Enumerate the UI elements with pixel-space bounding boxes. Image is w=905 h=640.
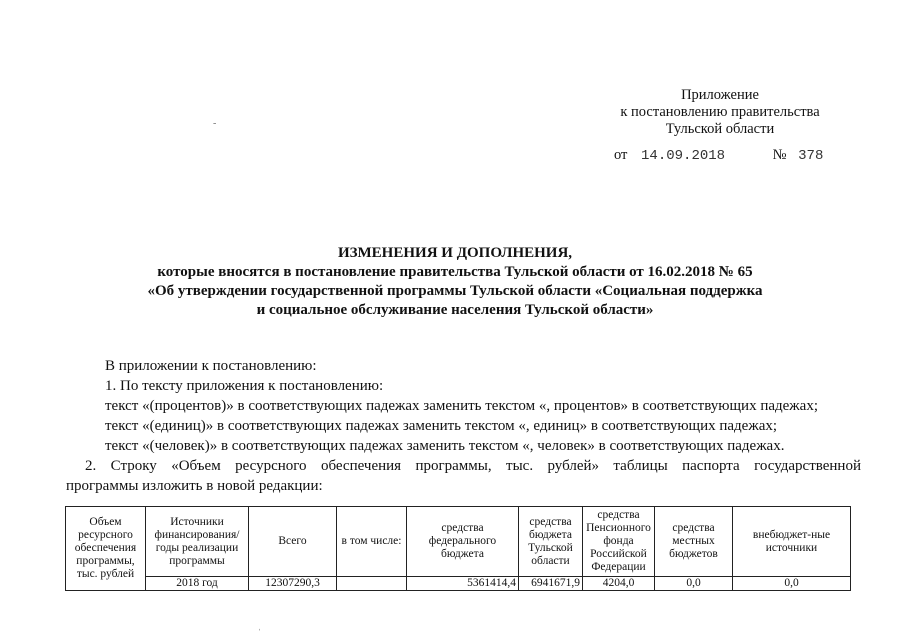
paragraph: 2. Строку «Объем ресурсного обеспечения программы, тыс. рублей» таблицы паспорта государственной xyxy=(85,458,861,474)
table-cell: 12307290,3 xyxy=(249,577,337,591)
header-cell: Источники финансирования/ годы реализации программы xyxy=(146,507,249,577)
table-cell: 0,0 xyxy=(733,577,851,591)
appendix-line: к постановлению правительства xyxy=(620,104,820,120)
table-cell: 2018 год xyxy=(146,577,249,591)
paragraph: текст «(процентов)» в соответствующих падежах заменить текстом «, процентов» в соответствующих падежах; xyxy=(105,398,818,414)
table-header-row xyxy=(66,507,851,577)
paragraph: 1. По тексту приложения к постановлению: xyxy=(105,378,384,394)
table-cell: 5361414,4 xyxy=(407,577,519,591)
header-cell: средства бюджета Тульской области xyxy=(519,507,583,577)
resource-table xyxy=(65,506,851,591)
header-cell: в том числе: xyxy=(337,507,407,577)
table-cell xyxy=(337,577,407,591)
table-cell: 4204,0 xyxy=(583,577,655,591)
paragraph: В приложении к постановлению: xyxy=(105,358,317,374)
date-from-label: от xyxy=(614,147,628,163)
table-row xyxy=(66,577,851,591)
appendix-line: Приложение xyxy=(681,87,759,103)
paragraph: программы изложить в новой редакции: xyxy=(66,478,323,494)
row-header-cell: Объем ресурсного обеспечения программы, тыс. рублей xyxy=(66,507,146,591)
resolution-number: 378 xyxy=(798,148,824,164)
scan-speck: ˌ xyxy=(258,620,262,631)
resolution-date: 14.09.2018 xyxy=(641,148,726,164)
header-cell: средства федерального бюджета xyxy=(407,507,519,577)
header-cell: Всего xyxy=(249,507,337,577)
title-line: «Об утверждении государственной программы Тульской области «Социальная поддержка xyxy=(147,283,763,299)
title-line: которые вносятся в постановление правительства Тульской области от 16.02.2018 № 65 xyxy=(157,264,753,280)
document-title xyxy=(60,244,850,320)
paragraph: текст «(человек)» в соответствующих падежах заменить текстом «, человек» в соответствующих падежах. xyxy=(105,438,785,454)
resolution-date-line xyxy=(614,147,823,164)
title-line: и социальное обслуживание населения Тульской области» xyxy=(256,302,654,318)
header-cell: внебюджет-ные источники xyxy=(733,507,851,577)
title-line: ИЗМЕНЕНИЯ И ДОПОЛНЕНИЯ, xyxy=(337,245,573,261)
number-label: № xyxy=(772,147,787,163)
paragraph: текст «(единиц)» в соответствующих падежах заменить текстом «, единиц» в соответствующих падежах; xyxy=(105,418,778,434)
document-body xyxy=(66,356,861,496)
appendix-header xyxy=(600,87,840,138)
table-cell: 6941671,9 xyxy=(519,577,583,591)
appendix-line: Тульской области xyxy=(665,121,775,137)
header-cell: средства местных бюджетов xyxy=(655,507,733,577)
header-cell: средства Пенсионного фонда Российской Федерации xyxy=(583,507,655,577)
table-cell: 0,0 xyxy=(655,577,733,591)
scan-speck: - xyxy=(213,118,217,129)
